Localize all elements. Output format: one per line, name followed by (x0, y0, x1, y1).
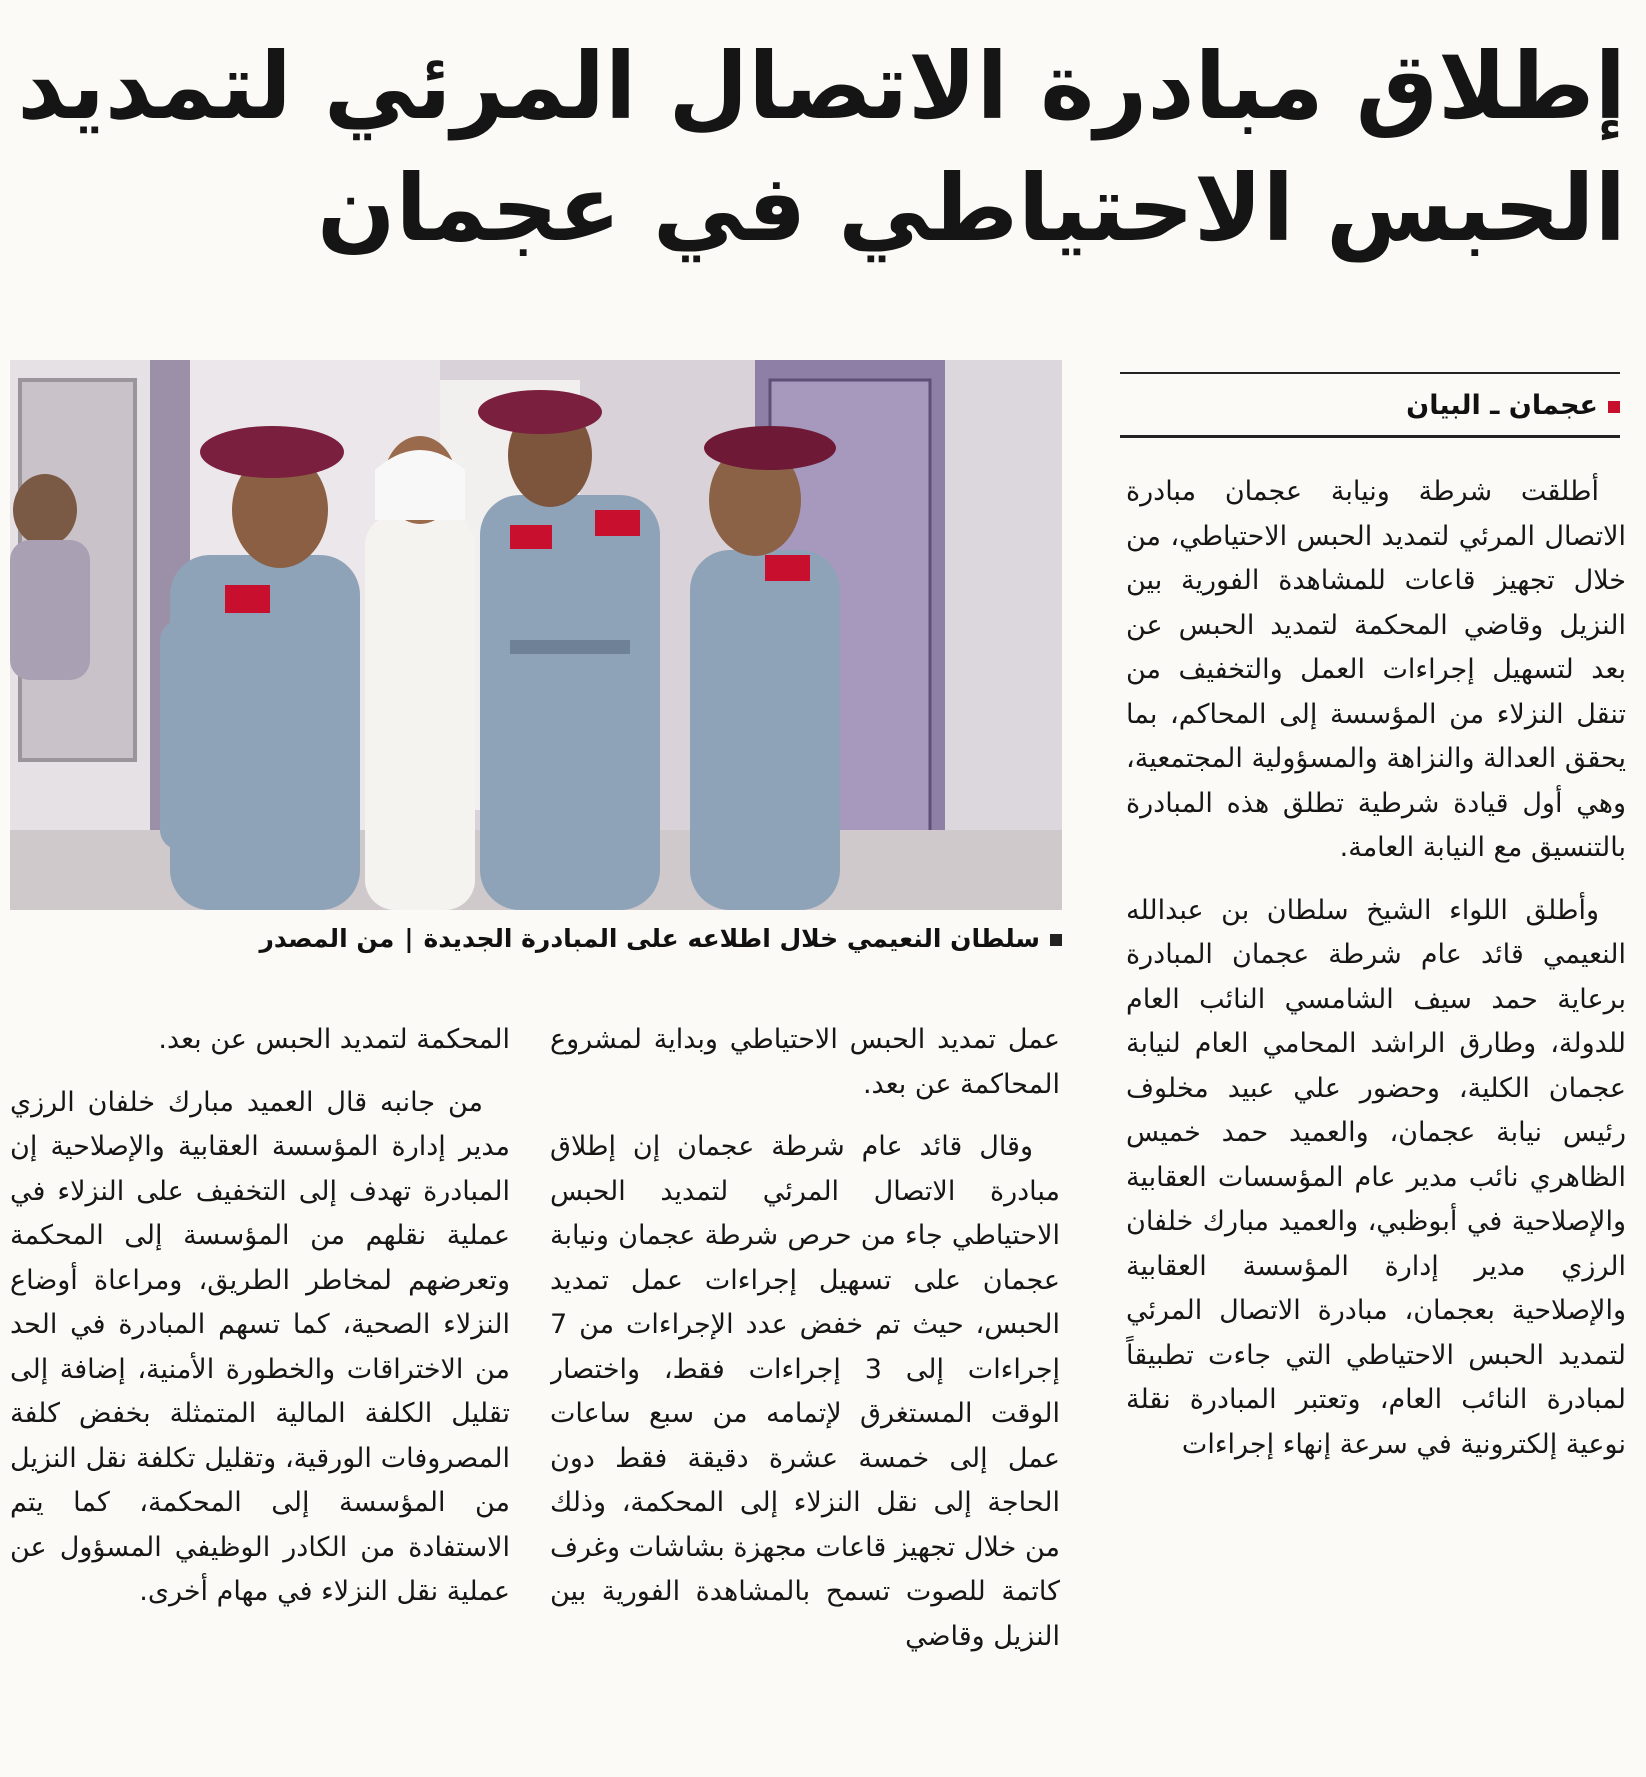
byline-rule-bottom (1120, 435, 1620, 438)
byline-red-square-icon (1608, 401, 1620, 413)
byline-rule-top (1120, 372, 1620, 374)
headline-line-2: الحبس الاحتياطي في عجمان (316, 155, 1626, 262)
byline-text: عجمان ـ البيان (1406, 390, 1598, 421)
article-column-2 (550, 1018, 1060, 1770)
article-paragraph: أطلقت شرطة ونيابة عجمان مبادرة الاتصال المرئي لتمديد الحبس الاحتياطي، من خلال تجهيز قاعات للمشاهدة الفورية بين النزيل وقاضي المحكمة لتمديد الحبس عن بعد لتسهيل إجراءات العمل والتخفيف من تنقل النزلاء من المؤسسة إلى المحاكم، بما يحقق العدالة والنزاهة والمسؤولية المجتمعية، وهي أول قيادة شرطية تطلق هذه المبادرة بالتنسيق مع النيابة العامة. (1126, 476, 1626, 863)
news-photo (10, 360, 1062, 910)
caption-square-icon (1050, 934, 1062, 946)
byline (1120, 384, 1620, 428)
headline-line-1: إطلاق مبادرة الاتصال المرئي لتمديد (17, 33, 1626, 140)
caption-text: سلطان النعيمي خلال اطلاعه على المبادرة الجديدة (423, 924, 1040, 953)
article-paragraph: وقال قائد عام شرطة عجمان إن إطلاق مبادرة الاتصال المرئي لتمديد الحبس الاحتياطي جاء من حرص شرطة عجمان ونيابة عجمان على تسهيل إجراءات عمل تمديد الحبس، حيث تم خفض عدد الإجراءات من 7 إجراءات إلى 3 إجراءات فقط، واختصار الوقت المستغرق لإتمامه من سبع ساعات عمل إلى خمسة عشرة دقيقة فقط دون الحاجة إلى نقل النزلاء إلى المحكمة، وذلك من خلال تجهيز قاعات مجهزة بشاشات وغرف كاتمة للصوت تسمح بالمشاهدة الفورية بين النزيل وقاضي (550, 1131, 1060, 1652)
article-paragraph: عمل تمديد الحبس الاحتياطي وبداية لمشروع المحاكمة عن بعد. (550, 1024, 1060, 1100)
photo-caption (10, 917, 1062, 961)
officers-photo-illustration (10, 360, 1062, 910)
article-column-1 (1126, 470, 1626, 1770)
article-paragraph: وأطلق اللواء الشيخ سلطان بن عبدالله النعيمي قائد عام شرطة عجمان المبادرة برعاية حمد سيف الشامسي النائب العام للدولة، وطارق الراشد المحامي العام لنيابة عجمان الكلية، وحضور علي عبيد مخلوف رئيس نيابة عجمان، والعميد حمد خميس الظاهري نائب مدير عام المؤسسات العقابية والإصلاحية في أبوظبي، والعميد مبارك خلفان الرزي مدير إدارة المؤسسة العقابية والإصلاحية بعجمان، مبادرة الاتصال المرئي لتمديد الحبس الاحتياطي التي جاءت تطبيقاً لمبادرة النائب العام، وتعتبر المبادرة نقلة نوعية إلكترونية في سرعة إنهاء إجراءات (1126, 894, 1626, 1460)
article-column-3 (10, 1018, 510, 1770)
caption-separator: | (404, 924, 414, 953)
article-paragraph: المحكمة لتمديد الحبس عن بعد. (158, 1024, 510, 1055)
article-paragraph: من جانبه قال العميد مبارك خلفان الرزي مدير إدارة المؤسسة العقابية والإصلاحية إن المبادرة تهدف إلى التخفيف على النزلاء في عملية نقلهم من المؤسسة إلى المحكمة وتعرضهم لمخاطر الطريق، ومراعاة أوضاع النزلاء الصحية، كما تسهم المبادرة في الحد من الاختراقات والخطورة الأمنية، إضافة إلى تقليل الكلفة المالية المتمثلة بخفض كلفة المصروفات الورقية، وتقليل تكلفة نقل النزيل من المؤسسة إلى المحكمة، كما يتم الاستفادة من الكادر الوظيفي المسؤول عن عملية نقل النزلاء في مهام أخرى. (10, 1086, 510, 1607)
civilian-center (365, 436, 475, 910)
caption-credit: من المصدر (259, 924, 395, 953)
